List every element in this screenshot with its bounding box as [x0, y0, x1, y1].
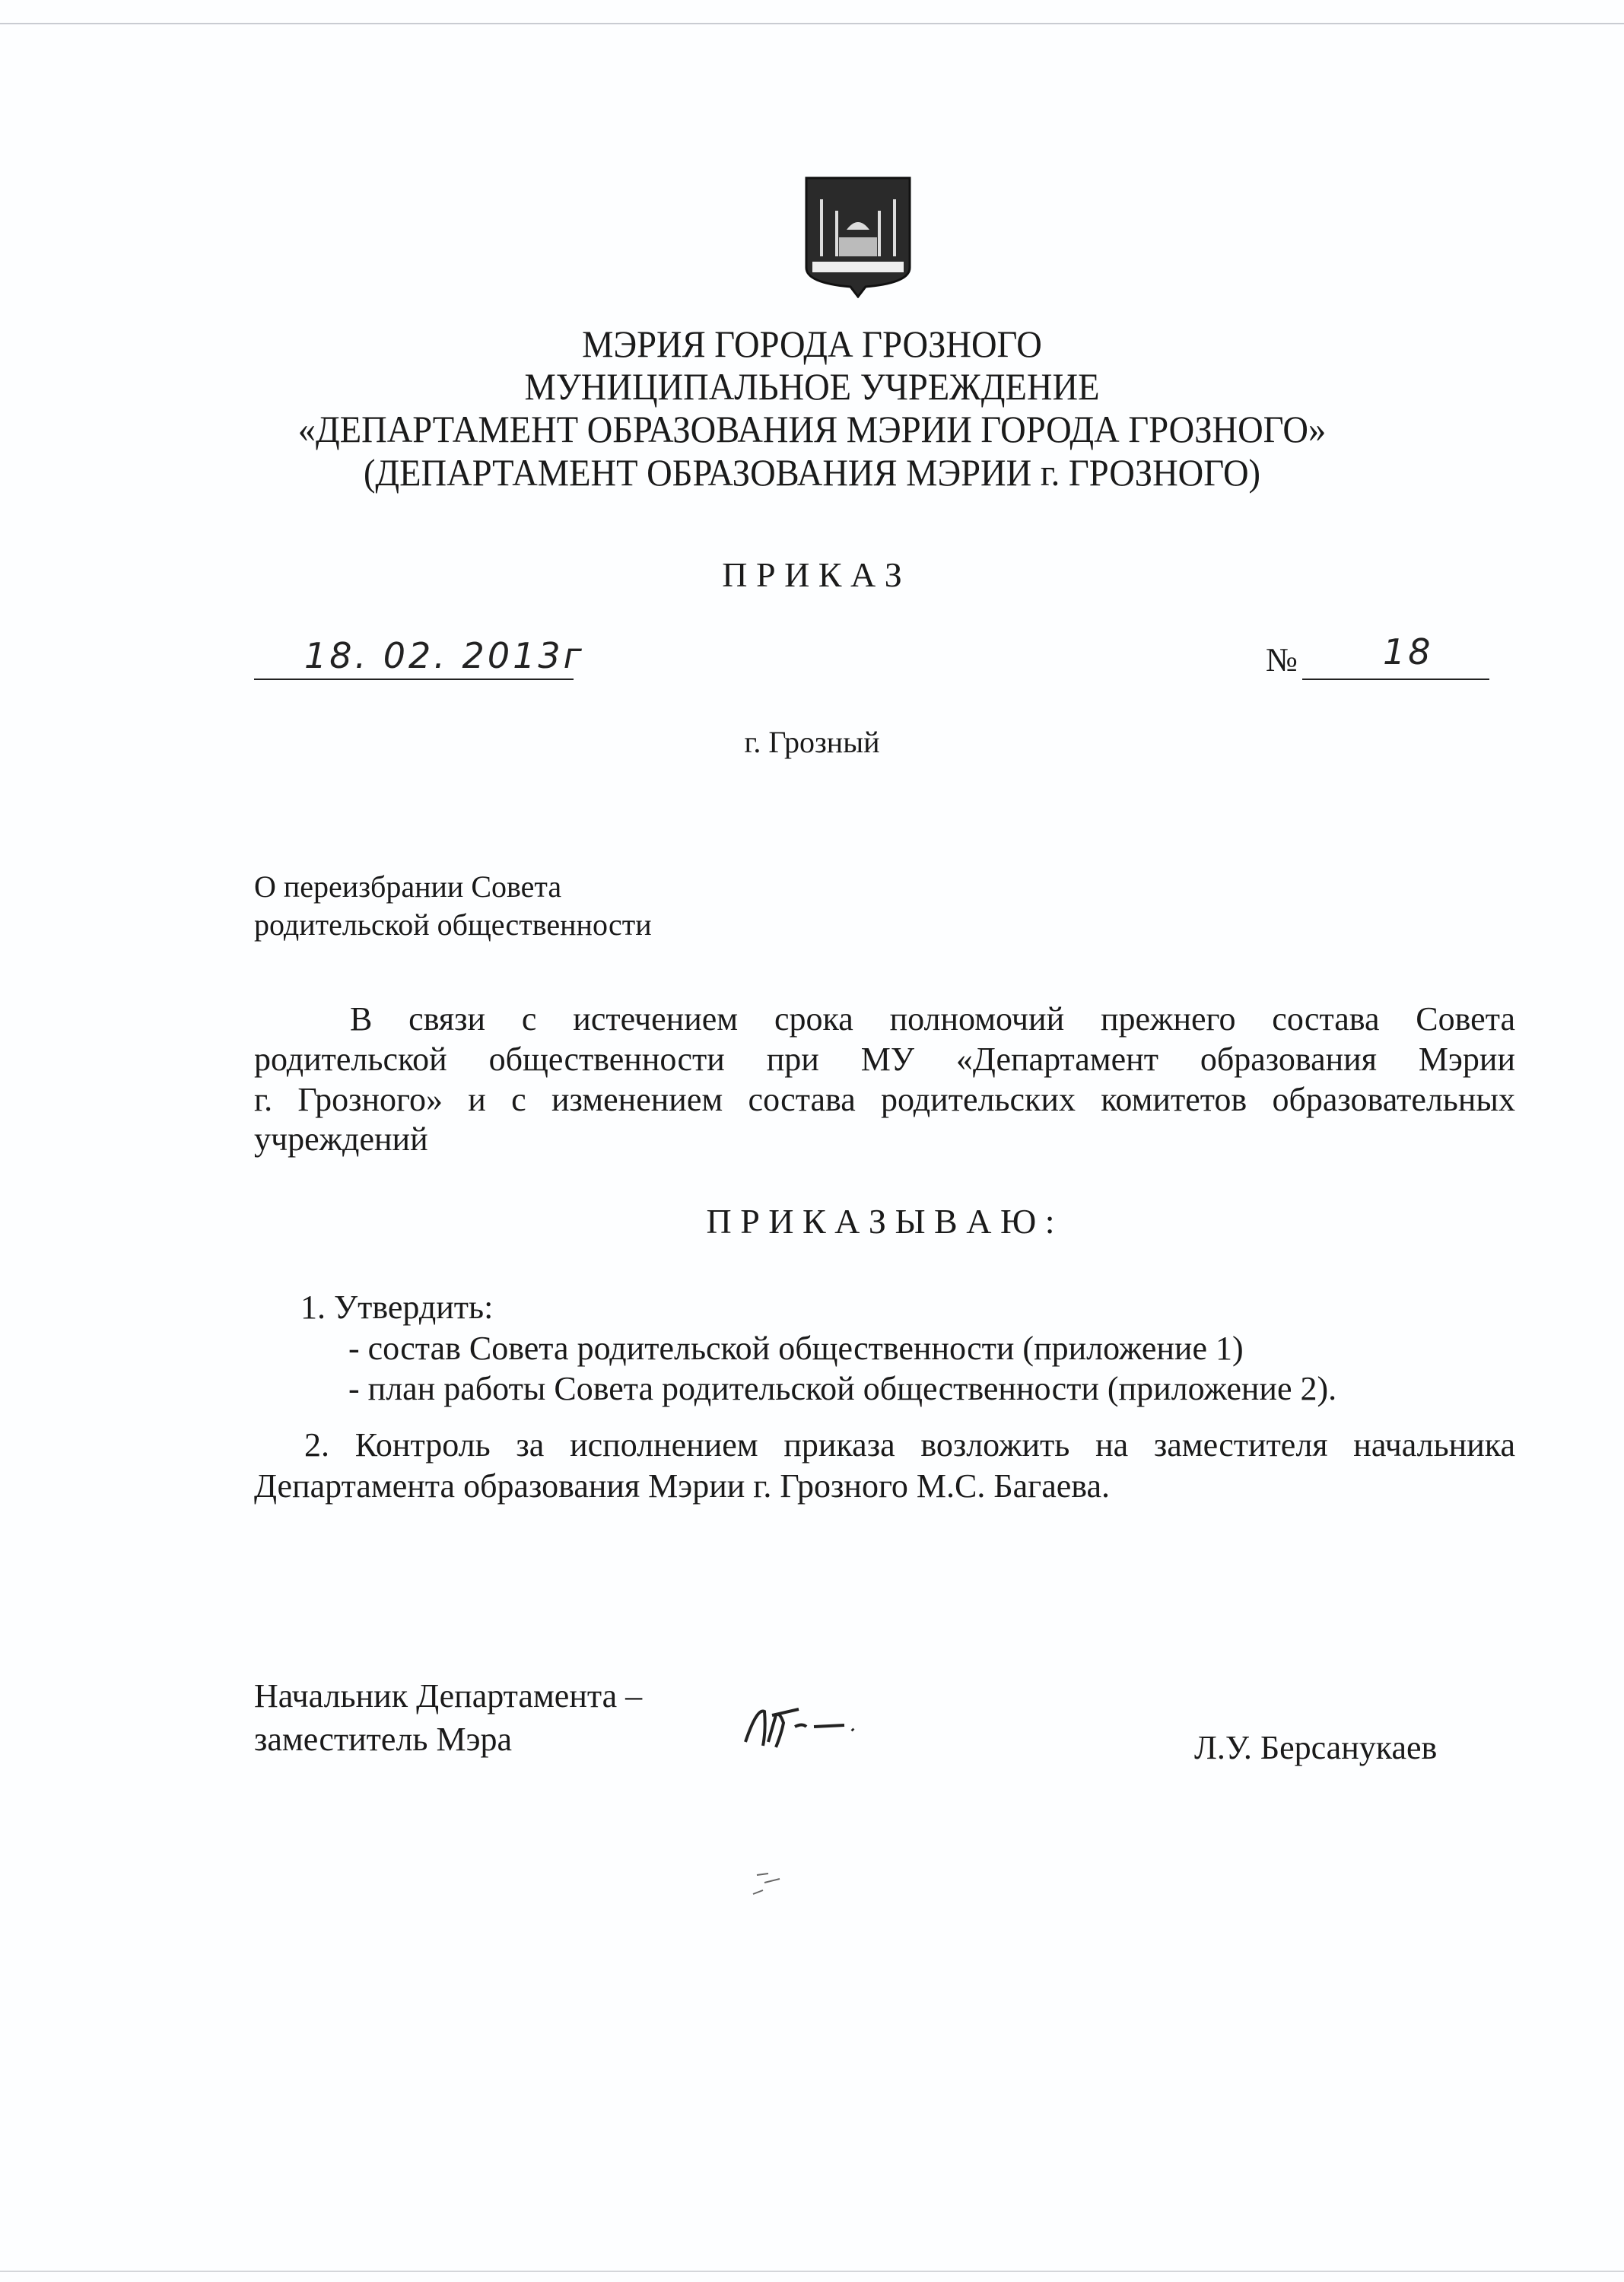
subject-line-2: родительской общественности — [254, 907, 652, 942]
item-1-title: 1. Утвердить: — [300, 1289, 494, 1326]
city: г. Грозный — [744, 725, 880, 759]
item-1-b: - план работы Совета родительской общественности (приложение 2). — [348, 1370, 1337, 1407]
number-label: № — [1266, 641, 1298, 679]
signatory-name: Л.У. Берсанукаев — [1194, 1729, 1438, 1766]
header-line-1: МЭРИЯ ГОРОДА ГРОЗНОГО — [582, 323, 1042, 365]
header-line-4: (ДЕПАРТАМЕНТ ОБРАЗОВАНИЯ МЭРИИ г. ГРОЗНОГО) — [363, 451, 1261, 494]
order-number: 18 — [1383, 631, 1434, 672]
order-word: П Р И К А З Ы В А Ю : — [706, 1202, 1055, 1241]
preamble-line-2: родительской общественности при МУ «Департамент образования Мэрии — [254, 1041, 1515, 1078]
item-2-line-1: 2. Контроль за исполнением приказа возложить на заместителя начальника — [304, 1426, 1515, 1464]
header-line-2: МУНИЦИПАЛЬНОЕ УЧРЕЖДЕНИЕ — [524, 365, 1100, 408]
document-type: П Р И К А З — [722, 555, 902, 594]
scan-edge-bottom — [0, 2271, 1624, 2272]
order-date: 18. 02. 2013г — [304, 635, 585, 676]
item-2-line-2: Департамента образования Мэрии г. Грозного М.С. Багаева. — [254, 1467, 1111, 1505]
preamble-line-3: г. Грозного» и с изменением состава родительских комитетов образовательных — [254, 1081, 1515, 1118]
date-underline — [254, 679, 574, 680]
signatory-position-1: Начальник Департамента – — [254, 1677, 643, 1715]
header-line-3: «ДЕПАРТАМЕНТ ОБРАЗОВАНИЯ МЭРИИ ГОРОДА ГРОЗНОГО» — [297, 408, 1327, 450]
item-1-a: - состав Совета родительской общественности (приложение 1) — [348, 1330, 1244, 1367]
coat-of-arms-emblem — [805, 176, 911, 298]
handwritten-signature — [742, 1700, 863, 1753]
faint-mark — [742, 1860, 810, 1905]
signatory-position-2: заместитель Мэра — [254, 1721, 513, 1758]
preamble-line-1: В связи с истечением срока полномочий прежнего состава Совета — [350, 1000, 1515, 1038]
number-underline — [1302, 679, 1489, 680]
preamble-line-4: учреждений — [254, 1120, 428, 1158]
scan-edge-top — [0, 23, 1624, 24]
subject-line-1: О переизбрании Совета — [254, 869, 562, 904]
